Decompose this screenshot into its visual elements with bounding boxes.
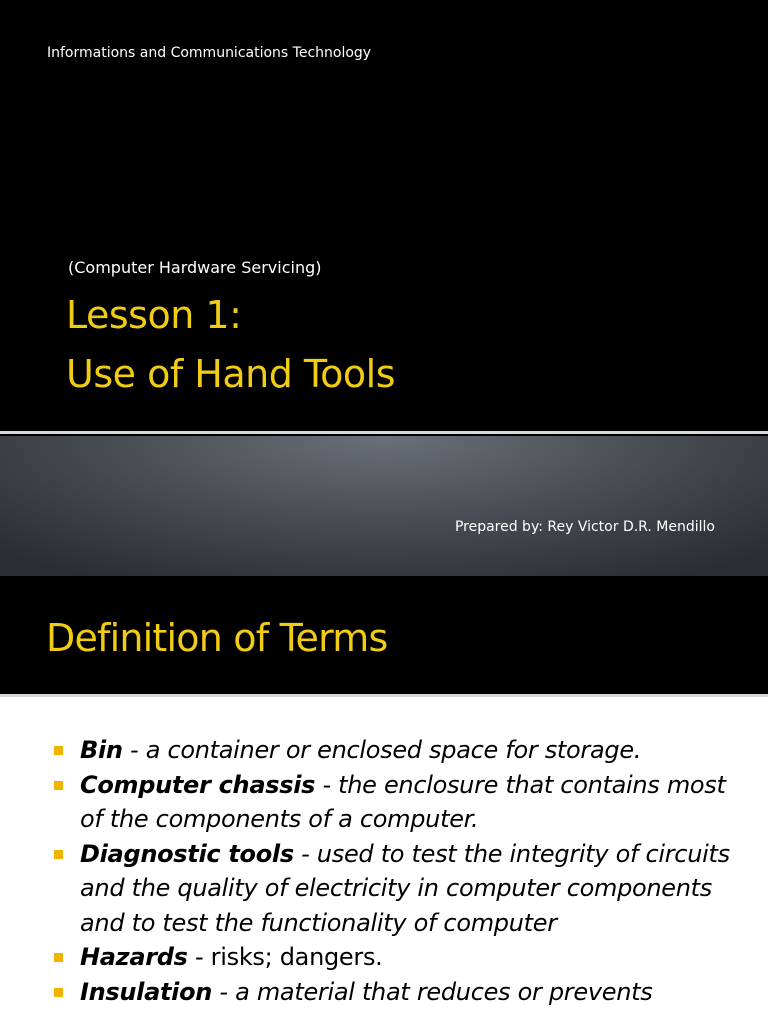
square-bullet-icon xyxy=(54,850,63,859)
term-definition: - risks; dangers. xyxy=(187,943,383,971)
course-header: Informations and Communications Technology xyxy=(47,45,372,61)
list-item xyxy=(52,768,742,837)
list-item xyxy=(52,975,742,1010)
term-definition: - a container or enclosed space for storage. xyxy=(122,736,642,764)
slide-divider xyxy=(0,431,768,434)
definitions-title: Definition of Terms xyxy=(46,616,388,660)
title-slide xyxy=(0,0,768,432)
course-subtitle: (Computer Hardware Servicing) xyxy=(68,258,322,277)
square-bullet-icon xyxy=(54,781,63,790)
author-band xyxy=(0,436,768,576)
square-bullet-icon xyxy=(54,988,63,997)
square-bullet-icon xyxy=(54,746,63,755)
lesson-title-line2: Use of Hand Tools xyxy=(66,352,396,396)
terms-list xyxy=(52,733,742,1009)
square-bullet-icon xyxy=(54,953,63,962)
term-definition: - a material that reduces or prevents xyxy=(212,977,653,1006)
term-definition: - used to test the integrity of circuits and the quality of electricity in computer components and to test the functionality of computer xyxy=(80,839,730,937)
list-item xyxy=(52,733,742,768)
term-definition: - the enclosure that contains most of the components of a computer. xyxy=(80,770,726,833)
term-name: Diagnostic tools xyxy=(80,839,294,868)
definitions-slide-header xyxy=(0,576,768,694)
term-name: Insulation xyxy=(80,977,213,1006)
definitions-body xyxy=(0,697,768,1024)
term-name: Bin xyxy=(80,736,123,764)
list-item xyxy=(52,940,742,975)
prepared-by: Prepared by: Rey Victor D.R. Mendillo xyxy=(454,519,715,535)
term-name: Hazards xyxy=(80,943,188,971)
list-item xyxy=(52,837,742,941)
term-name: Computer chassis xyxy=(80,770,316,799)
lesson-title-line1: Lesson 1: xyxy=(66,293,242,337)
